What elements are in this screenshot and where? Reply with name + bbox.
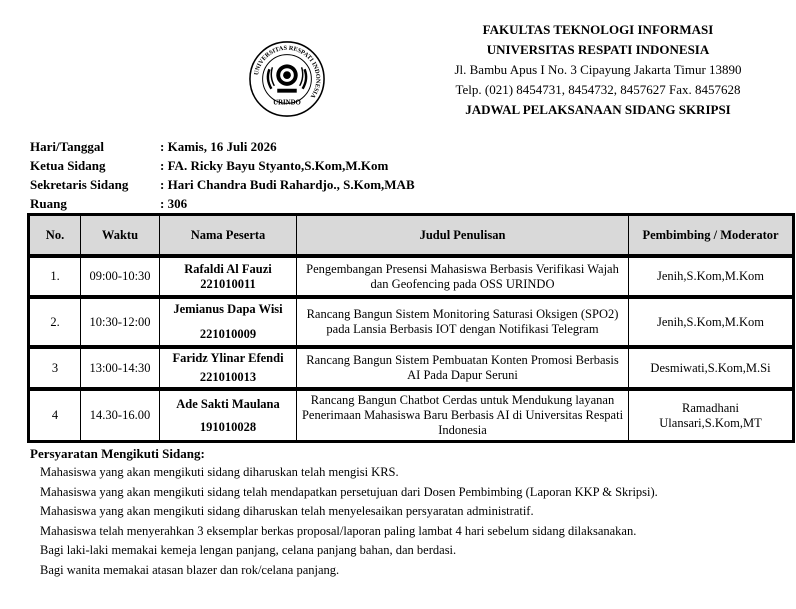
row-title: Rancang Bangun Sistem Pembuatan Konten Promosi Berbasis AI Pada Dapur Seruni [297,349,629,391]
date-label: Hari/Tanggal [30,139,104,154]
row-no: 4 [30,391,81,440]
secretary-row [30,175,415,194]
participant-name: Jemianus Dapa Wisi [173,302,283,316]
row-no: 3 [30,349,81,391]
row-advisor: Desmiwati,S.Kom,M.Si [629,349,792,391]
schedule-table [27,213,795,443]
university-name: UNIVERSITAS RESPATI INDONESIA [486,42,710,57]
requirement-item: Mahasiswa yang akan mengikuti sidang telah mendapatkan persetujuan dari Dosen Pembimbing (Laporan KKP & Skripsi). [40,484,658,499]
room-label: Ruang [30,196,67,211]
room-row [30,194,415,213]
row-advisor: Jenih,S.Kom,M.Kom [629,258,792,299]
participant-name: Ade Sakti Maulana [176,396,280,411]
row-title: Rancang Bangun Sistem Monitoring Saturasi Oksigen (SPO2) pada Lansia Berbasis IOT dengan Notifikasi Telegram [297,299,629,349]
header-participant: Nama Peserta [160,216,297,258]
participant-name: Faridz Ylinar Efendi [172,351,284,365]
header-no: No. [30,216,81,258]
chair-row [30,156,415,175]
row-title: Pengembangan Presensi Mahasiswa Berbasis Verifikasi Wajah dan Geofencing pada OSS URINDO [297,258,629,299]
row-advisor: Ramadhani Ulansari,S.Kom,MT [659,400,762,430]
table-row [30,391,792,440]
requirement-item: Mahasiswa yang akan mengikuti sidang diharuskan telah mengisi KRS. [40,465,399,479]
requirement-item: Mahasiswa telah menyerahkan 3 eksemplar berkas proposal/laporan paling lambat 4 hari sebelum sidang dilaksanakan. [40,523,637,538]
university-logo [248,40,326,118]
requirements-title: Persyaratan Mengikuti Sidang: [30,446,205,461]
header-title: Judul Penulisan [297,216,629,258]
address: Jl. Bambu Apus I No. 3 Cipayung Jakarta Timur 13890 [454,62,742,77]
row-participant [160,349,297,391]
date-row [30,137,415,156]
participant-nim: 221010009 [199,327,257,341]
table-header-row [30,216,792,258]
chair-value: : FA. Ricky Bayu Styanto,S.Kom,M.Kom [160,158,389,173]
requirements-section [30,445,658,580]
secretary-value: : Hari Chandra Budi Rahardjo., S.Kom,MAB [160,177,415,192]
row-title: Rancang Bangun Chatbot Cerdas untuk Mendukung layanan Penerimaan Mahasiswa Baru Berbasis AI di Universitas Respati Indonesia [297,391,629,440]
table-row [30,349,792,391]
table-row [30,299,792,349]
letterhead [440,20,756,120]
session-info [30,137,415,213]
row-time: 09:00-10:30 [81,258,160,299]
requirement-item: Bagi laki-laki memakai kemeja lengan panjang, celana panjang bahan, dan berdasi. [40,543,457,557]
header-time: Waktu [81,216,160,258]
row-time: 10:30-12:00 [81,299,160,349]
row-no: 1. [30,258,81,299]
row-time: 14.30-16.00 [81,391,160,440]
row-participant [160,299,297,349]
faculty-name: FAKULTAS TEKNOLOGI INFORMASI [482,22,714,37]
participant-nim: 191010028 [199,419,257,434]
header-advisor: Pembimbing / Moderator [629,216,792,258]
row-time: 13:00-14:30 [81,349,160,391]
logo-ring-text: UNIVERSITAS RESPATI INDONESIA [252,44,322,100]
row-no: 2. [30,299,81,349]
table-row [30,258,792,299]
participant-nim: 221010013 [199,370,257,384]
requirement-item: Mahasiswa yang akan mengikuti sidang diharuskan telah menyelesaikan persyaratan administratif. [40,504,534,518]
requirement-item: Bagi wanita memakai atasan blazer dan rok/celana panjang. [40,562,340,577]
row-participant [160,391,297,440]
row-participant [160,258,297,299]
date-value: : Kamis, 16 Juli 2026 [160,139,277,154]
document-title: JADWAL PELAKSANAAN SIDANG SKRIPSI [465,102,731,117]
row-advisor: Jenih,S.Kom,M.Kom [629,299,792,349]
phone-fax: Telp. (021) 8454731, 8454732, 8457627 Fax. 8457628 [455,82,741,97]
secretary-label: Sekretaris Sidang [30,177,129,192]
chair-label: Ketua Sidang [30,158,106,173]
participant-name: Rafaldi Al Fauzi [184,261,272,276]
participant-nim: 221010011 [200,276,256,291]
room-value: : 306 [160,196,188,211]
logo-bottom-text: URINDO [273,99,301,107]
